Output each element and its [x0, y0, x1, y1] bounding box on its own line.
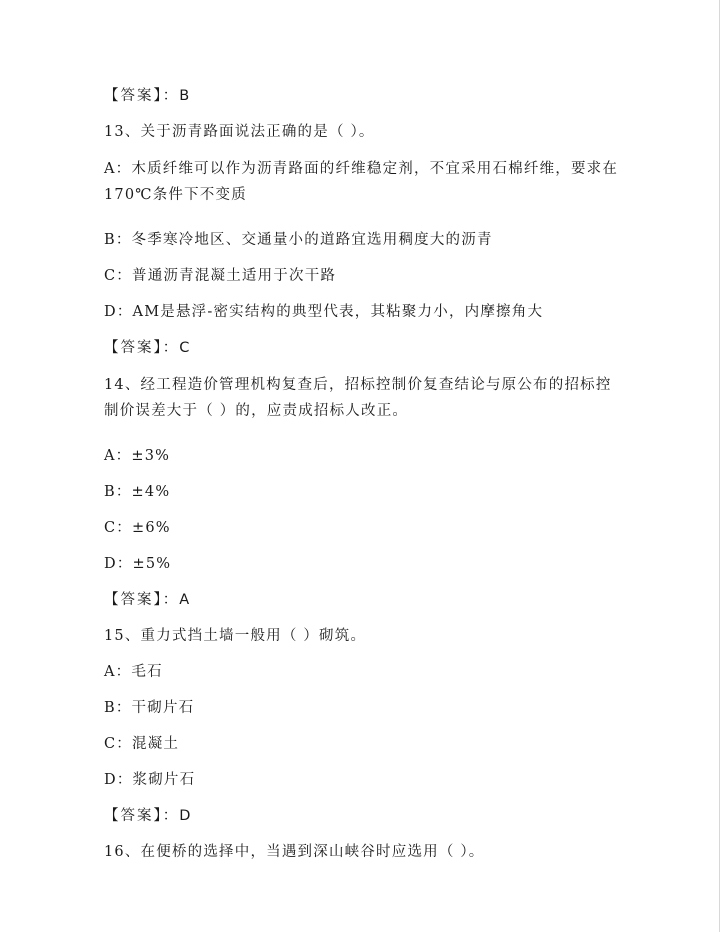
- question-16: 16、在便桥的选择中，当遇到深山峡谷时应选用（ ）。: [104, 844, 485, 860]
- answer-12: 【答案】：B: [104, 88, 192, 104]
- question-15: 15、重力式挡土墙一般用（ ）砌筑。: [104, 628, 367, 644]
- q14-option-b: B：±4%: [104, 484, 171, 500]
- question-13: 13、关于沥青路面说法正确的是（ ）。: [104, 124, 375, 140]
- q15-option-b: B：干砌片石: [104, 700, 195, 716]
- q13-option-a: A：木质纤维可以作为沥青路面的纤维稳定剂，不宜采用石棉纤维，要求在 170℃条件下不变质: [104, 161, 619, 203]
- q15-option-c: C：混凝土: [104, 736, 180, 752]
- answer-14: 【答案】：A: [104, 592, 192, 608]
- q15-option-a: A：毛石: [104, 664, 163, 680]
- q15-option-d: D：浆砌片石: [104, 772, 196, 788]
- q14-option-a: A：±3%: [104, 448, 171, 464]
- q13-option-c: C：普通沥青混凝土适用于次干路: [104, 268, 337, 284]
- answer-15: 【答案】：D: [104, 808, 193, 824]
- question-14: 14、经工程造价管理机构复查后，招标控制价复查结论与原公布的招标控制价误差大于（ ）的，应责成招标人改正。: [104, 377, 612, 419]
- q13-option-b: B：冬季寒冷地区、交通量小的道路宜选用稠度大的沥青: [104, 232, 493, 248]
- q14-option-c: C：±6%: [104, 520, 171, 536]
- document-body: [104, 84, 624, 876]
- q13-option-d: D：AM是悬浮-密实结构的典型代表，其粘聚力小，内摩擦角大: [104, 304, 544, 320]
- answer-13: 【答案】：C: [104, 340, 192, 356]
- q14-option-d: D：±5%: [104, 556, 172, 572]
